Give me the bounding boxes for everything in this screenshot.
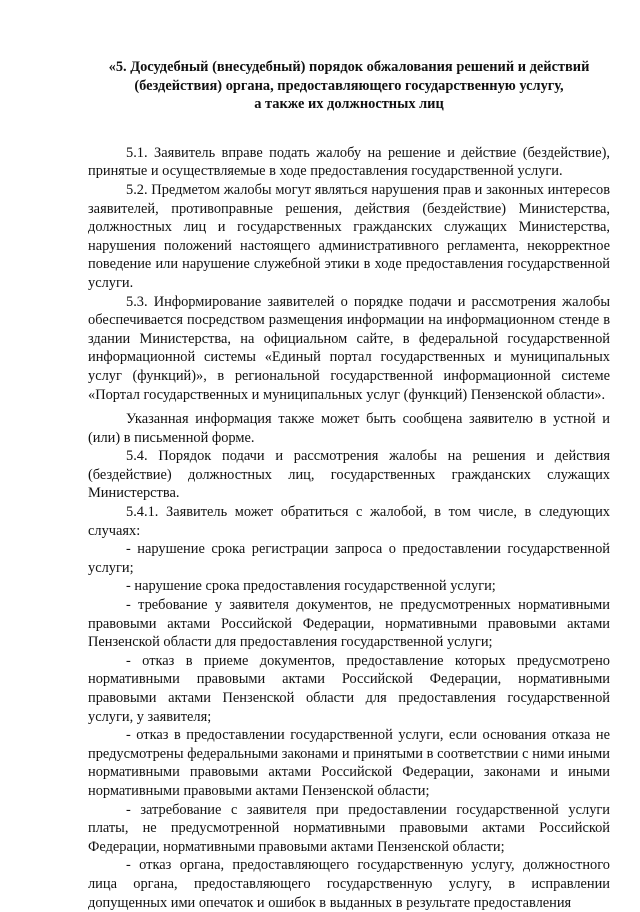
paragraph-5-3: 5.3. Информирование заявителей о порядке подачи и рассмотрения жалобы обеспечивается посредством размещения информации на информационном стенде в здании Министерства, на официальном сайте, в федеральной государственной информационной системы «Единый портал государственных и муниципальных услуг (функций)», в региональной государственной информационной системе «Портал государственных и муниципальных услуг (функций) Пензенской области». bbox=[88, 293, 610, 403]
paragraph-5-2: 5.2. Предметом жалобы могут являться нарушения прав и законных интересов заявителей, противоправные решения, действия (бездействие) Министерства, должностных лиц и государственных гражданских служащих Министерства, нарушения положений настоящего административного регламента, некорректное поведение или нарушение служебной этики в ходе предоставления государственной услуги. bbox=[88, 181, 610, 291]
list-item: - требование у заявителя документов, не предусмотренных нормативными правовыми актами Российской Федерации, нормативными правовыми актами Пензенской области для предоставления государственной услуги; bbox=[88, 597, 610, 651]
list-item: - нарушение срока регистрации запроса о предоставлении государственной услуги; bbox=[88, 541, 610, 576]
heading-line-2: (бездействия) органа, предоставляющего государственную услугу, bbox=[134, 77, 564, 94]
paragraph-5-4-1: 5.4.1. Заявитель может обратиться с жалобой, в том числе, в следующих случаях: bbox=[88, 504, 610, 539]
list-item: - отказ в предоставлении государственной услуги, если основания отказа не предусмотрены федеральными законами и принятыми в соответствии с ними иными нормативными правовыми актами Российской Федерации, законами и иными нормативными правовыми актами Пензенской области; bbox=[88, 727, 610, 799]
heading-line-3: а также их должностных лиц bbox=[254, 96, 444, 113]
paragraph-info-note: Указанная информация также может быть сообщена заявителю в устной и (или) в письменной форме. bbox=[88, 411, 610, 446]
list-item: - отказ в приеме документов, предоставление которых предусмотрено нормативными правовыми актами Российской Федерации, нормативными правовыми актами Пензенской области для предоставления государственной услуги, у заявителя; bbox=[88, 652, 610, 725]
list-item: - затребование с заявителя при предоставлении государственной услуги платы, не предусмотренной нормативными правовыми актами Российской Федерации, нормативными правовыми актами Пензенской области; bbox=[88, 801, 610, 855]
list-item: - отказ органа, предоставляющего государственную услугу, должностного лица органа, предоставляющего государственную услугу, в исправлении допущенных ими опечаток и ошибок в выданных в результате предоставления bbox=[88, 857, 610, 911]
document-body bbox=[88, 144, 610, 912]
heading-line-1: «5. Досудебный (внесудебный) порядок обжалования решений и действий bbox=[108, 59, 590, 75]
paragraph-5-4: 5.4. Порядок подачи и рассмотрения жалобы на решения и действия (бездействие) должностных лиц, государственных гражданских служащих Министерства. bbox=[88, 448, 610, 502]
paragraph-5-1: 5.1. Заявитель вправе подать жалобу на решение и действие (бездействие), принятые и осуществляемые в ходе предоставления государственной услуги. bbox=[88, 144, 610, 180]
section-heading bbox=[88, 58, 610, 114]
list-item: - нарушение срока предоставления государственной услуги; bbox=[126, 578, 496, 595]
